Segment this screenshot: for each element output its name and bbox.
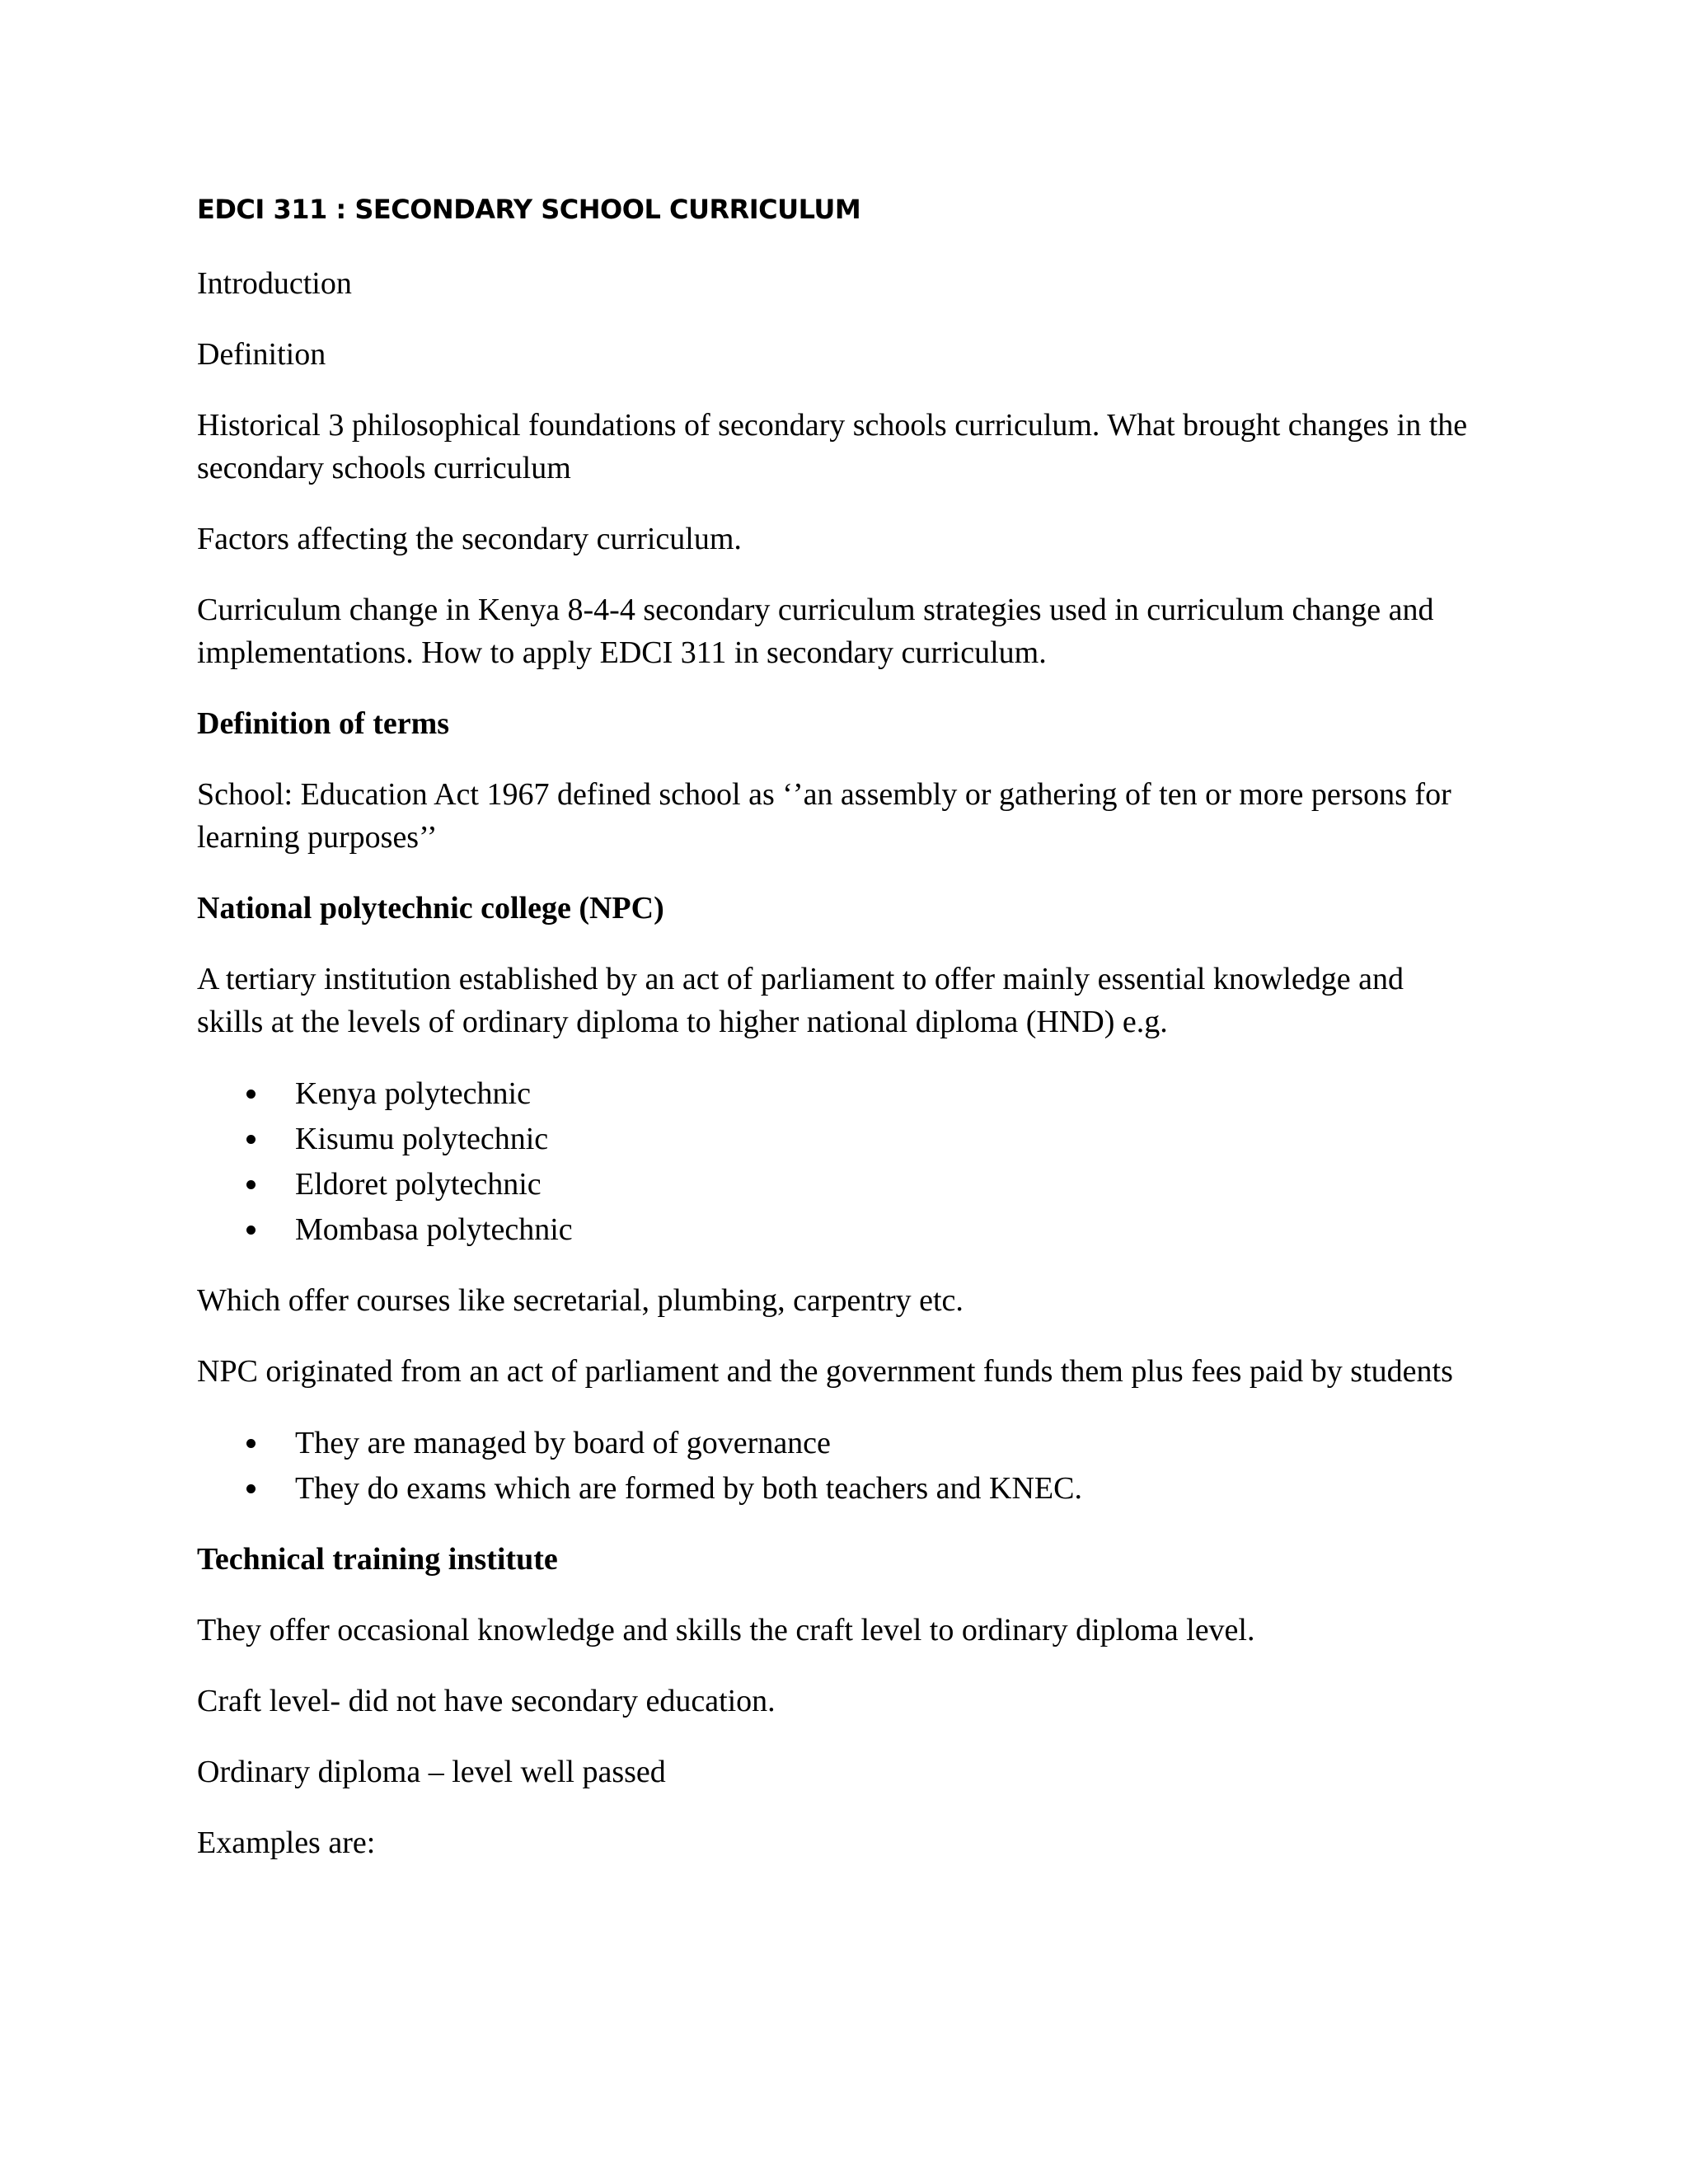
courses-paragraph: Which offer courses like secretarial, plumbing, carpentry etc. [197, 1283, 964, 1318]
factors-paragraph: Factors affecting the secondary curriculum. [197, 522, 742, 556]
list-item: Kisumu polytechnic [197, 1117, 1475, 1162]
tti-offer-paragraph: They offer occasional knowledge and skills the craft level to ordinary diploma level. [197, 1613, 1255, 1647]
definition-paragraph: Definition [197, 337, 326, 372]
document-body [197, 191, 1475, 1892]
npc-origin-paragraph: NPC originated from an act of parliament and the government funds them plus fees paid by students [197, 1354, 1453, 1389]
npc-points-list [197, 1421, 1475, 1511]
school-definition-paragraph: School: Education Act 1967 defined school as ‘’an assembly or gathering of ten or more persons for learning purposes’’ [197, 777, 1451, 855]
list-item: Eldoret polytechnic [197, 1162, 1475, 1207]
curriculum-change-paragraph: Curriculum change in Kenya 8-4-4 secondary curriculum strategies used in curriculum change and implementations. How to apply EDCI 311 in secondary curriculum. [197, 593, 1434, 670]
list-item: Kenya polytechnic [197, 1071, 1475, 1117]
tti-heading: Technical training institute [197, 1542, 558, 1577]
definition-of-terms-heading: Definition of terms [197, 706, 450, 741]
polytechnic-list [197, 1071, 1475, 1253]
craft-level-paragraph: Craft level- did not have secondary education. [197, 1684, 776, 1718]
npc-definition-paragraph: A tertiary institution established by an act of parliament to offer mainly essential knowledge and skills at the levels of ordinary diploma to higher national diploma (HND) e.g. [197, 962, 1404, 1039]
intro-paragraph: Introduction [197, 266, 352, 301]
list-item: Mombasa polytechnic [197, 1207, 1475, 1253]
historical-paragraph: Historical 3 philosophical foundations of secondary schools curriculum. What brought changes in the secondary schools curriculum [197, 408, 1468, 485]
document-title: EDCI 311 : SECONDARY SCHOOL CURRICULUM [197, 194, 861, 225]
ordinary-diploma-paragraph: Ordinary diploma – level well passed [197, 1755, 666, 1789]
examples-paragraph: Examples are: [197, 1825, 376, 1860]
npc-heading: National polytechnic college (NPC) [197, 891, 664, 926]
list-item: They do exams which are formed by both teachers and KNEC. [197, 1466, 1475, 1511]
list-item: They are managed by board of governance [197, 1421, 1475, 1466]
